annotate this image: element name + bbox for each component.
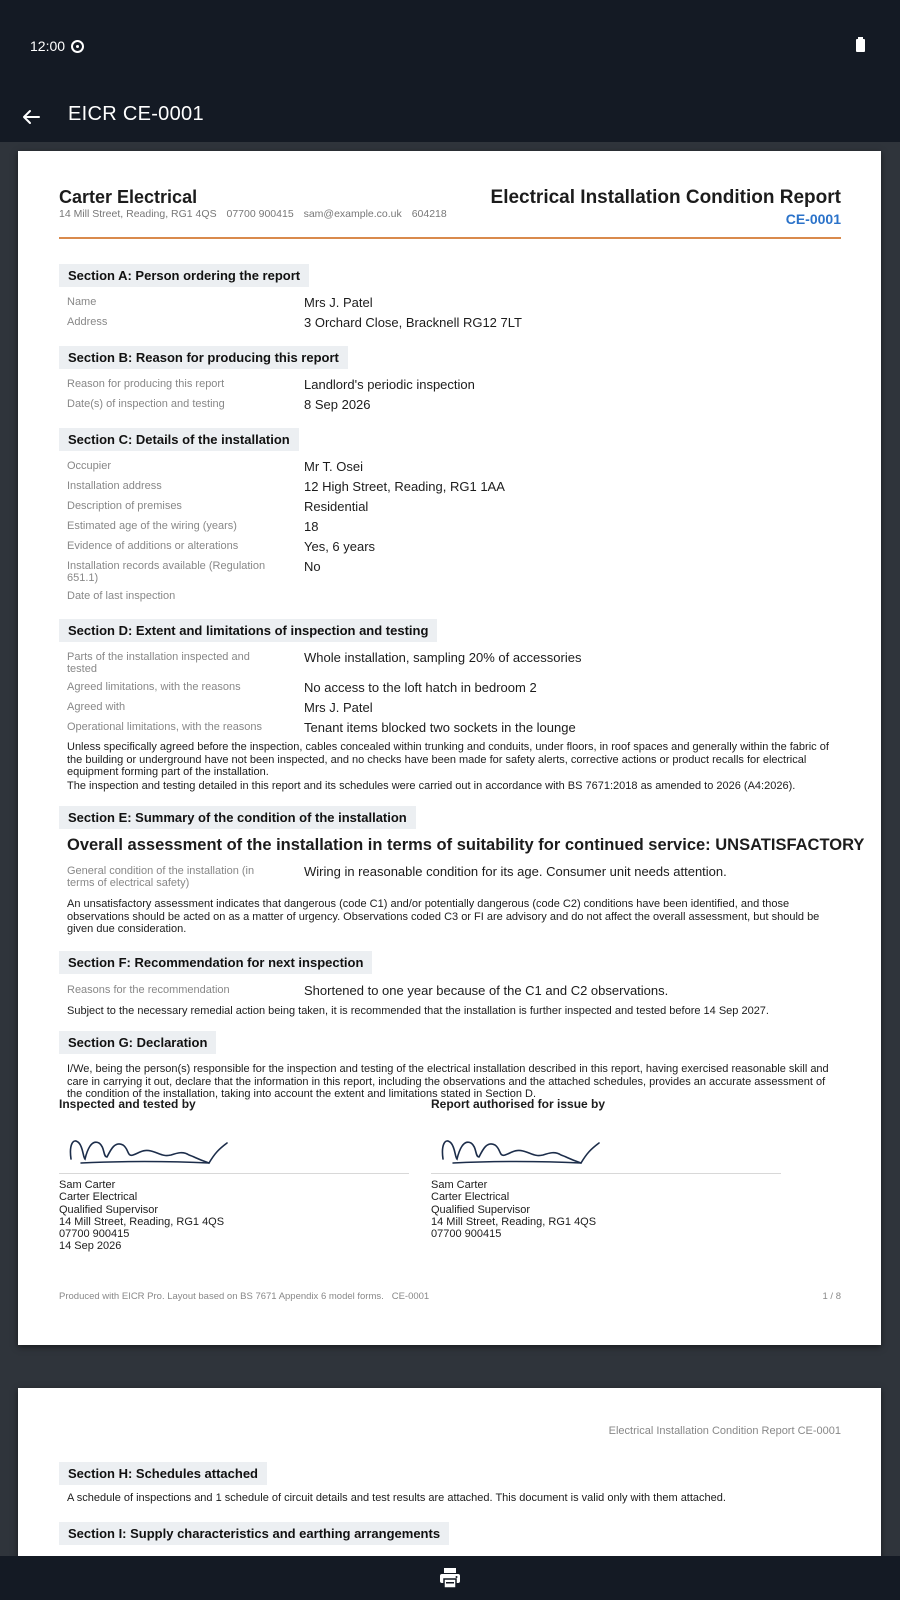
signature-line — [59, 1173, 409, 1174]
field-label: Address — [67, 316, 108, 328]
field-value: Mr T. Osei — [304, 459, 363, 474]
inspector-details — [59, 1179, 409, 1253]
app-bar — [0, 92, 900, 142]
authoriser-address: 14 Mill Street, Reading, RG1 4QS — [431, 1215, 597, 1228]
field-label: Occupier — [67, 460, 112, 472]
status-time-text: 12:00 — [30, 38, 66, 54]
section-f-note: Subject to the necessary remedial action being taken, it is recommended that the installation is further inspected and tested before 14 Sep 2027. — [67, 1005, 769, 1017]
inspector-block — [59, 1097, 409, 1253]
document-viewer[interactable] — [0, 142, 900, 1556]
authoriser-signature — [431, 1111, 781, 1173]
inspector-phone: 07700 900415 — [59, 1228, 130, 1241]
section-b-heading: Section B: Reason for producing this report — [59, 346, 348, 369]
section-c-heading: Section C: Details of the installation — [59, 428, 299, 451]
field-value: No — [304, 559, 321, 574]
section-e-note: An unsatisfactory assessment indicates that dangerous (code C1) and/or potentially dangerous (code C2) conditions have been identified, and those observations should be acted on as a matter of urgency. Observations coded C3 or FI are advisory and do not affect the overall assessment, but should be given due consideration. — [67, 898, 820, 935]
field-value: Tenant items blocked two sockets in the lounge — [304, 720, 576, 735]
field-label: Agreed limitations, with the reasons — [67, 681, 241, 693]
field-label: Date of last inspection — [67, 590, 176, 602]
section-g-heading: Section G: Declaration — [59, 1031, 216, 1054]
field-value: Yes, 6 years — [304, 539, 376, 554]
section-f-heading: Section F: Recommendation for next inspection — [59, 951, 372, 974]
inspector-address: 14 Mill Street, Reading, RG1 4QS — [59, 1215, 225, 1228]
status-bar — [0, 0, 900, 92]
signature-graphic — [431, 1111, 611, 1173]
field-label: Installation address — [67, 480, 162, 492]
overall-assessment: Overall assessment of the installation in terms of suitability for continued service: UNSATISFACTORY — [67, 836, 865, 854]
field-value: Whole installation, sampling 20% of accessories — [304, 650, 582, 665]
field-label: Parts of the installation inspected and tested — [67, 651, 250, 675]
field-value: Residential — [304, 499, 369, 514]
field-label: Description of premises — [67, 500, 182, 512]
app-title: EICR CE-0001 — [68, 103, 204, 125]
back-button[interactable] — [16, 102, 46, 132]
authoriser-heading: Report authorised for issue by — [431, 1097, 606, 1111]
report-title: Electrical Installation Condition Report — [490, 187, 841, 208]
section-a-heading: Section A: Person ordering the report — [59, 264, 309, 287]
printer-icon — [438, 1567, 462, 1589]
field-label: Operational limitations, with the reasons — [67, 721, 263, 733]
company-contact — [59, 208, 454, 220]
field-value: No access to the loft hatch in bedroom 2 — [304, 680, 537, 695]
page-footer — [59, 1291, 429, 1302]
field-label: Estimated age of the wiring (years) — [67, 520, 237, 532]
inspector-heading: Inspected and tested by — [59, 1097, 196, 1111]
field-value: 18 — [304, 519, 319, 534]
section-h-text: A schedule of inspections and 1 schedule of circuit details and test results are attached. This document is valid only with them attached. — [67, 1492, 726, 1504]
print-button[interactable] — [438, 1567, 462, 1589]
authoriser-name: Sam Carter — [431, 1179, 488, 1191]
field-label: Agreed with — [67, 701, 126, 713]
battery-icon — [856, 39, 865, 52]
company-email: sam@example.co.uk — [303, 208, 402, 220]
back-arrow-icon — [21, 107, 41, 127]
header-divider — [59, 237, 841, 239]
field-value: Landlord's periodic inspection — [304, 377, 475, 392]
field-label: General condition of the installation (in terms of electrical safety) — [67, 865, 255, 889]
authoriser-company: Carter Electrical — [431, 1191, 510, 1204]
field-value: Wiring in reasonable condition for its age. Consumer unit needs attention. — [304, 864, 727, 879]
authoriser-role: Qualified Supervisor — [431, 1203, 531, 1216]
bottom-bar — [0, 1556, 900, 1600]
signature-graphic — [59, 1111, 239, 1173]
signature-line — [431, 1173, 781, 1174]
field-value: Shortened to one year because of the C1 and C2 observations. — [304, 983, 669, 998]
field-value: Mrs J. Patel — [304, 295, 373, 310]
inspector-role: Qualified Supervisor — [59, 1203, 159, 1216]
authoriser-block — [431, 1097, 781, 1240]
inspector-date: 14 Sep 2026 — [59, 1240, 122, 1253]
status-time — [30, 38, 84, 54]
authoriser-phone: 07700 900415 — [431, 1228, 502, 1241]
company-name: Carter Electrical — [59, 187, 198, 207]
section-d-standard-note: The inspection and testing detailed in this report and its schedules were carried out in accordance with BS 7671:2018 as amended to 2026 (A4:2026). — [67, 780, 796, 792]
report-page-2 — [18, 1388, 881, 1556]
company-phone: 07700 900415 — [226, 208, 294, 220]
field-label: Reason for producing this report — [67, 378, 225, 390]
running-header: Electrical Installation Condition Report CE-0001 — [608, 1425, 841, 1437]
field-value: 8 Sep 2026 — [304, 397, 371, 412]
field-value: Mrs J. Patel — [304, 700, 373, 715]
section-d-disclaimer: Unless specifically agreed before the inspection, cables concealed within trunking and conduits, under floors, in roof spaces and generally within the fabric of the building or underground have not been inspected, and no checks have been made for safety alerts, corrective actions or product recalls for electrical equipment forming part of the installation. — [67, 741, 829, 778]
field-value: 3 Orchard Close, Bracknell RG12 7LT — [304, 315, 522, 330]
footer-ref: CE-0001 — [391, 1291, 430, 1302]
company-address: 14 Mill Street, Reading, RG1 4QS — [59, 208, 217, 220]
section-h-heading: Section H: Schedules attached — [59, 1462, 267, 1485]
field-label: Evidence of additions or alterations — [67, 540, 239, 552]
field-label: Name — [67, 296, 97, 308]
field-value: 12 High Street, Reading, RG1 1AA — [304, 479, 505, 494]
report-ref: CE-0001 — [785, 211, 841, 227]
page-number: 1 / 8 — [822, 1291, 841, 1302]
section-e-heading: Section E: Summary of the condition of the installation — [59, 806, 416, 829]
authoriser-details — [431, 1179, 781, 1240]
field-label: Date(s) of inspection and testing — [67, 398, 225, 410]
section-d-heading: Section D: Extent and limitations of inspection and testing — [59, 619, 437, 642]
footer-text: Produced with EICR Pro. Layout based on BS 7671 Appendix 6 model forms. — [59, 1291, 384, 1302]
company-reg-no: 604218 — [411, 208, 447, 220]
inspector-signature — [59, 1111, 409, 1173]
report-page-1 — [18, 151, 881, 1345]
inspector-name: Sam Carter — [59, 1179, 116, 1191]
field-label: Reasons for the recommendation — [67, 984, 230, 996]
section-i-heading: Section I: Supply characteristics and earthing arrangements — [59, 1522, 449, 1545]
field-label: Installation records available (Regulation 651.1) — [67, 560, 266, 584]
clock-icon — [71, 40, 84, 53]
inspector-company: Carter Electrical — [59, 1191, 138, 1204]
declaration-text: I/We, being the person(s) responsible for the inspection and testing of the electrical installation described in this report, having exercised reasonable skill and care in carrying it out, declare that the information in this report, including the observations and the attached schedules, provides an accurate assessment of the condition of the installation, taking into account the extent and limitations stated in Section D. — [67, 1063, 829, 1100]
